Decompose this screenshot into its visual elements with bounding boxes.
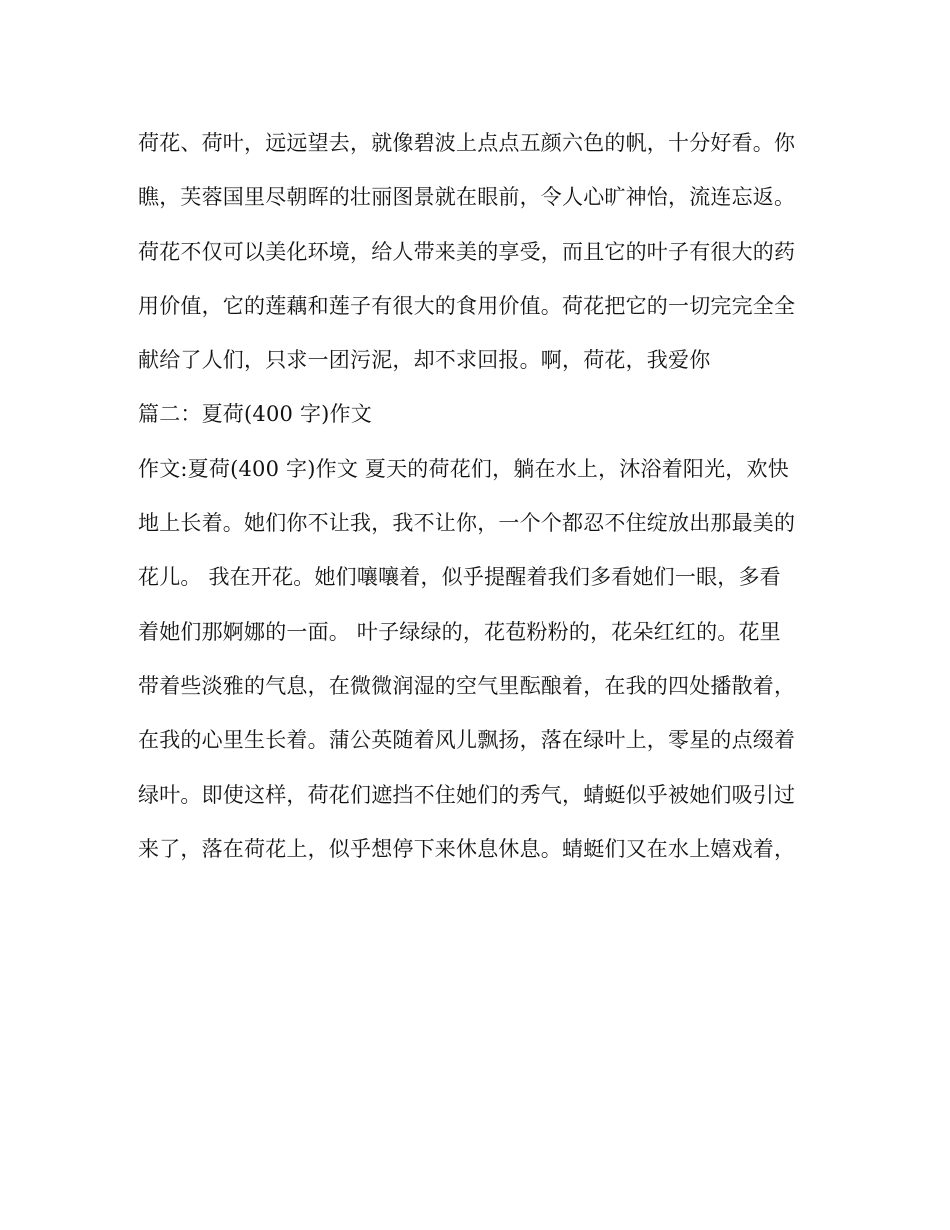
text-line: 荷花不仅可以美化环境，给人带来美的享受，而且它的叶子有很大的药 [138,239,796,264]
text-line: 地上长着。她们你不让我，我不让你，一个个都忍不住绽放出那最美的 [138,511,796,536]
text-line: 着她们那婀娜的一面。 叶子绿绿的，花苞粉粉的，花朵红红的。花里 [138,619,781,644]
text-line: 瞧，芙蓉国里尽朝晖的壮丽图景就在眼前，令人心旷神怡，流连忘返。 [138,185,796,210]
section-heading: 篇二：夏荷(400 字)作文 [138,402,372,427]
text-line: 荷花、荷叶，远远望去，就像碧波上点点五颜六色的帆，十分好看。你 [138,131,796,155]
document-body [138,124,828,884]
text-line: 绿叶。即使这样，荷花们遮挡不住她们的秀气，蜻蜓似乎被她们吸引过 [138,782,796,807]
text-line: 在我的心里生长着。蒲公英随着风儿飘扬，落在绿叶上，零星的点缀着 [138,728,796,753]
text-line: 来了，落在荷花上，似乎想停下来休息休息。蜻蜓们又在水上嬉戏着， [138,836,796,861]
text-line: 作文:夏荷(400 字)作文 夏天的荷花们，躺在水上，沐浴着阳光，欢快 [138,456,789,481]
text-line: 用价值，它的莲藕和莲子有很大的食用价值。荷花把它的一切完完全全 [138,293,796,318]
text-line: 献给了人们，只求一团污泥，却不求回报。啊，荷花，我爱你 [138,348,711,373]
text-line: 花儿。 我在开花。她们嚷嚷着，似乎提醒着我们多看她们一眼，多看 [138,565,781,590]
text-line: 带着些淡雅的气息，在微微润湿的空气里酝酿着，在我的四处播散着， [138,673,796,698]
